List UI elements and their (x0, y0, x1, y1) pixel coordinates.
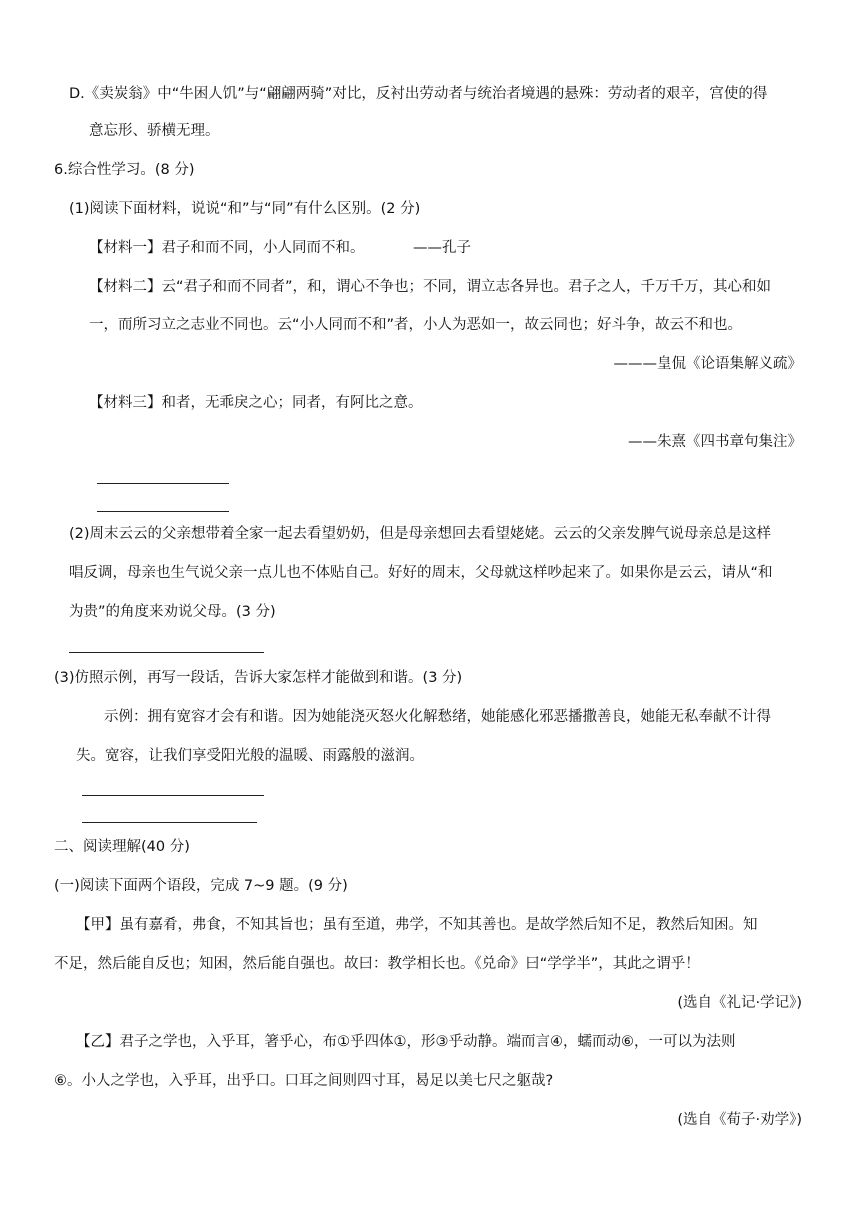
passage-yi-source: (选自《荀子·劝学》) (677, 1112, 802, 1128)
material-1-source: ——孔子 (413, 240, 471, 256)
answer-blank[interactable] (69, 652, 264, 653)
answer-blank[interactable] (97, 483, 229, 484)
option-d-line: D.《卖炭翁》中“牛困人饥”与“翩翩两骑”对比，反衬出劳动者与统治者境遇的悬殊：劳动者的艰辛，宫使的得 (69, 86, 768, 102)
sub-question-2-line: 为贵”的角度来劝说父母。(3 分) (69, 604, 276, 620)
material-2-line: 【材料二】云“君子和而不同者”，和，谓心不争也；不同，谓立志各异也。君子之人，千万千万，其心和如 (89, 279, 772, 295)
passage-jia-line: 不足，然后能自反也；知困，然后能自强也。故曰：教学相长也。《兑命》曰“学学半”，其此之谓乎！ (54, 956, 700, 972)
material-1: 【材料一】君子和而不同，小人同而不和。 (89, 240, 365, 256)
passage-yi-line: 【乙】君子之学也，入乎耳，箸乎心，布①乎四体①，形③乎动静。端而言④，蠕而动⑥，一可以为法则 (76, 1034, 736, 1050)
option-d-line: 意忘形、骄横无理。 (89, 123, 220, 139)
question-6-title: 6.综合性学习。(8 分) (54, 162, 195, 178)
material-2-source: ———皇侃《论语集解义疏》 (613, 356, 802, 372)
example-line: 示例：拥有宽容才会有和谐。因为她能浇灭怒火化解愁绪，她能感化邪恶播撒善良，她能无私奉献不计得 (104, 709, 771, 725)
example-line: 失。宽容，让我们享受阳光般的温暖、雨露般的滋润。 (76, 748, 424, 764)
sub-question-3-prompt: (3)仿照示例，再写一段话，告诉大家怎样才能做到和谐。(3 分) (54, 670, 463, 686)
passage-yi-line: ⑥。小人之学也，入乎耳，出乎口。口耳之间则四寸耳，曷足以美七尺之躯哉? (54, 1073, 554, 1089)
sub-question-2-line: 唱反调，母亲也生气说父亲一点儿也不体贴自己。好好的周末，父母就这样吵起来了。如果你是云云，请从“和 (69, 565, 773, 581)
material-3-source: ——朱熹《四书章句集注》 (628, 434, 802, 450)
material-3: 【材料三】和者，无乖戾之心；同者，有阿比之意。 (89, 395, 423, 411)
passage-jia-source: (选自《礼记·学记》) (677, 995, 802, 1011)
answer-blank[interactable] (82, 795, 264, 796)
section-2-title: 二、阅读理解(40 分) (54, 839, 190, 855)
answer-blank[interactable] (82, 822, 257, 823)
sub-question-1-prompt: (1)阅读下面材料，说说“和”与“同”有什么区别。(2 分) (69, 201, 421, 217)
answer-blank[interactable] (97, 511, 229, 512)
passage-jia-line: 【甲】虽有嘉肴，弗食，不知其旨也；虽有至道，弗学，不知其善也。是故学然后知不足，教然后知困。知 (76, 917, 758, 933)
part-1-title: (一)阅读下面两个语段，完成 7~9 题。(9 分) (54, 878, 348, 894)
material-2-line: 一，而所习立之志业不同也。云“小人同而不和”者，小人为恶如一，故云同也；好斗争，故云不和也。 (89, 317, 743, 333)
sub-question-2-line: (2)周末云云的父亲想带着全家一起去看望奶奶，但是母亲想回去看望姥姥。云云的父亲发脾气说母亲总是这样 (69, 526, 772, 542)
